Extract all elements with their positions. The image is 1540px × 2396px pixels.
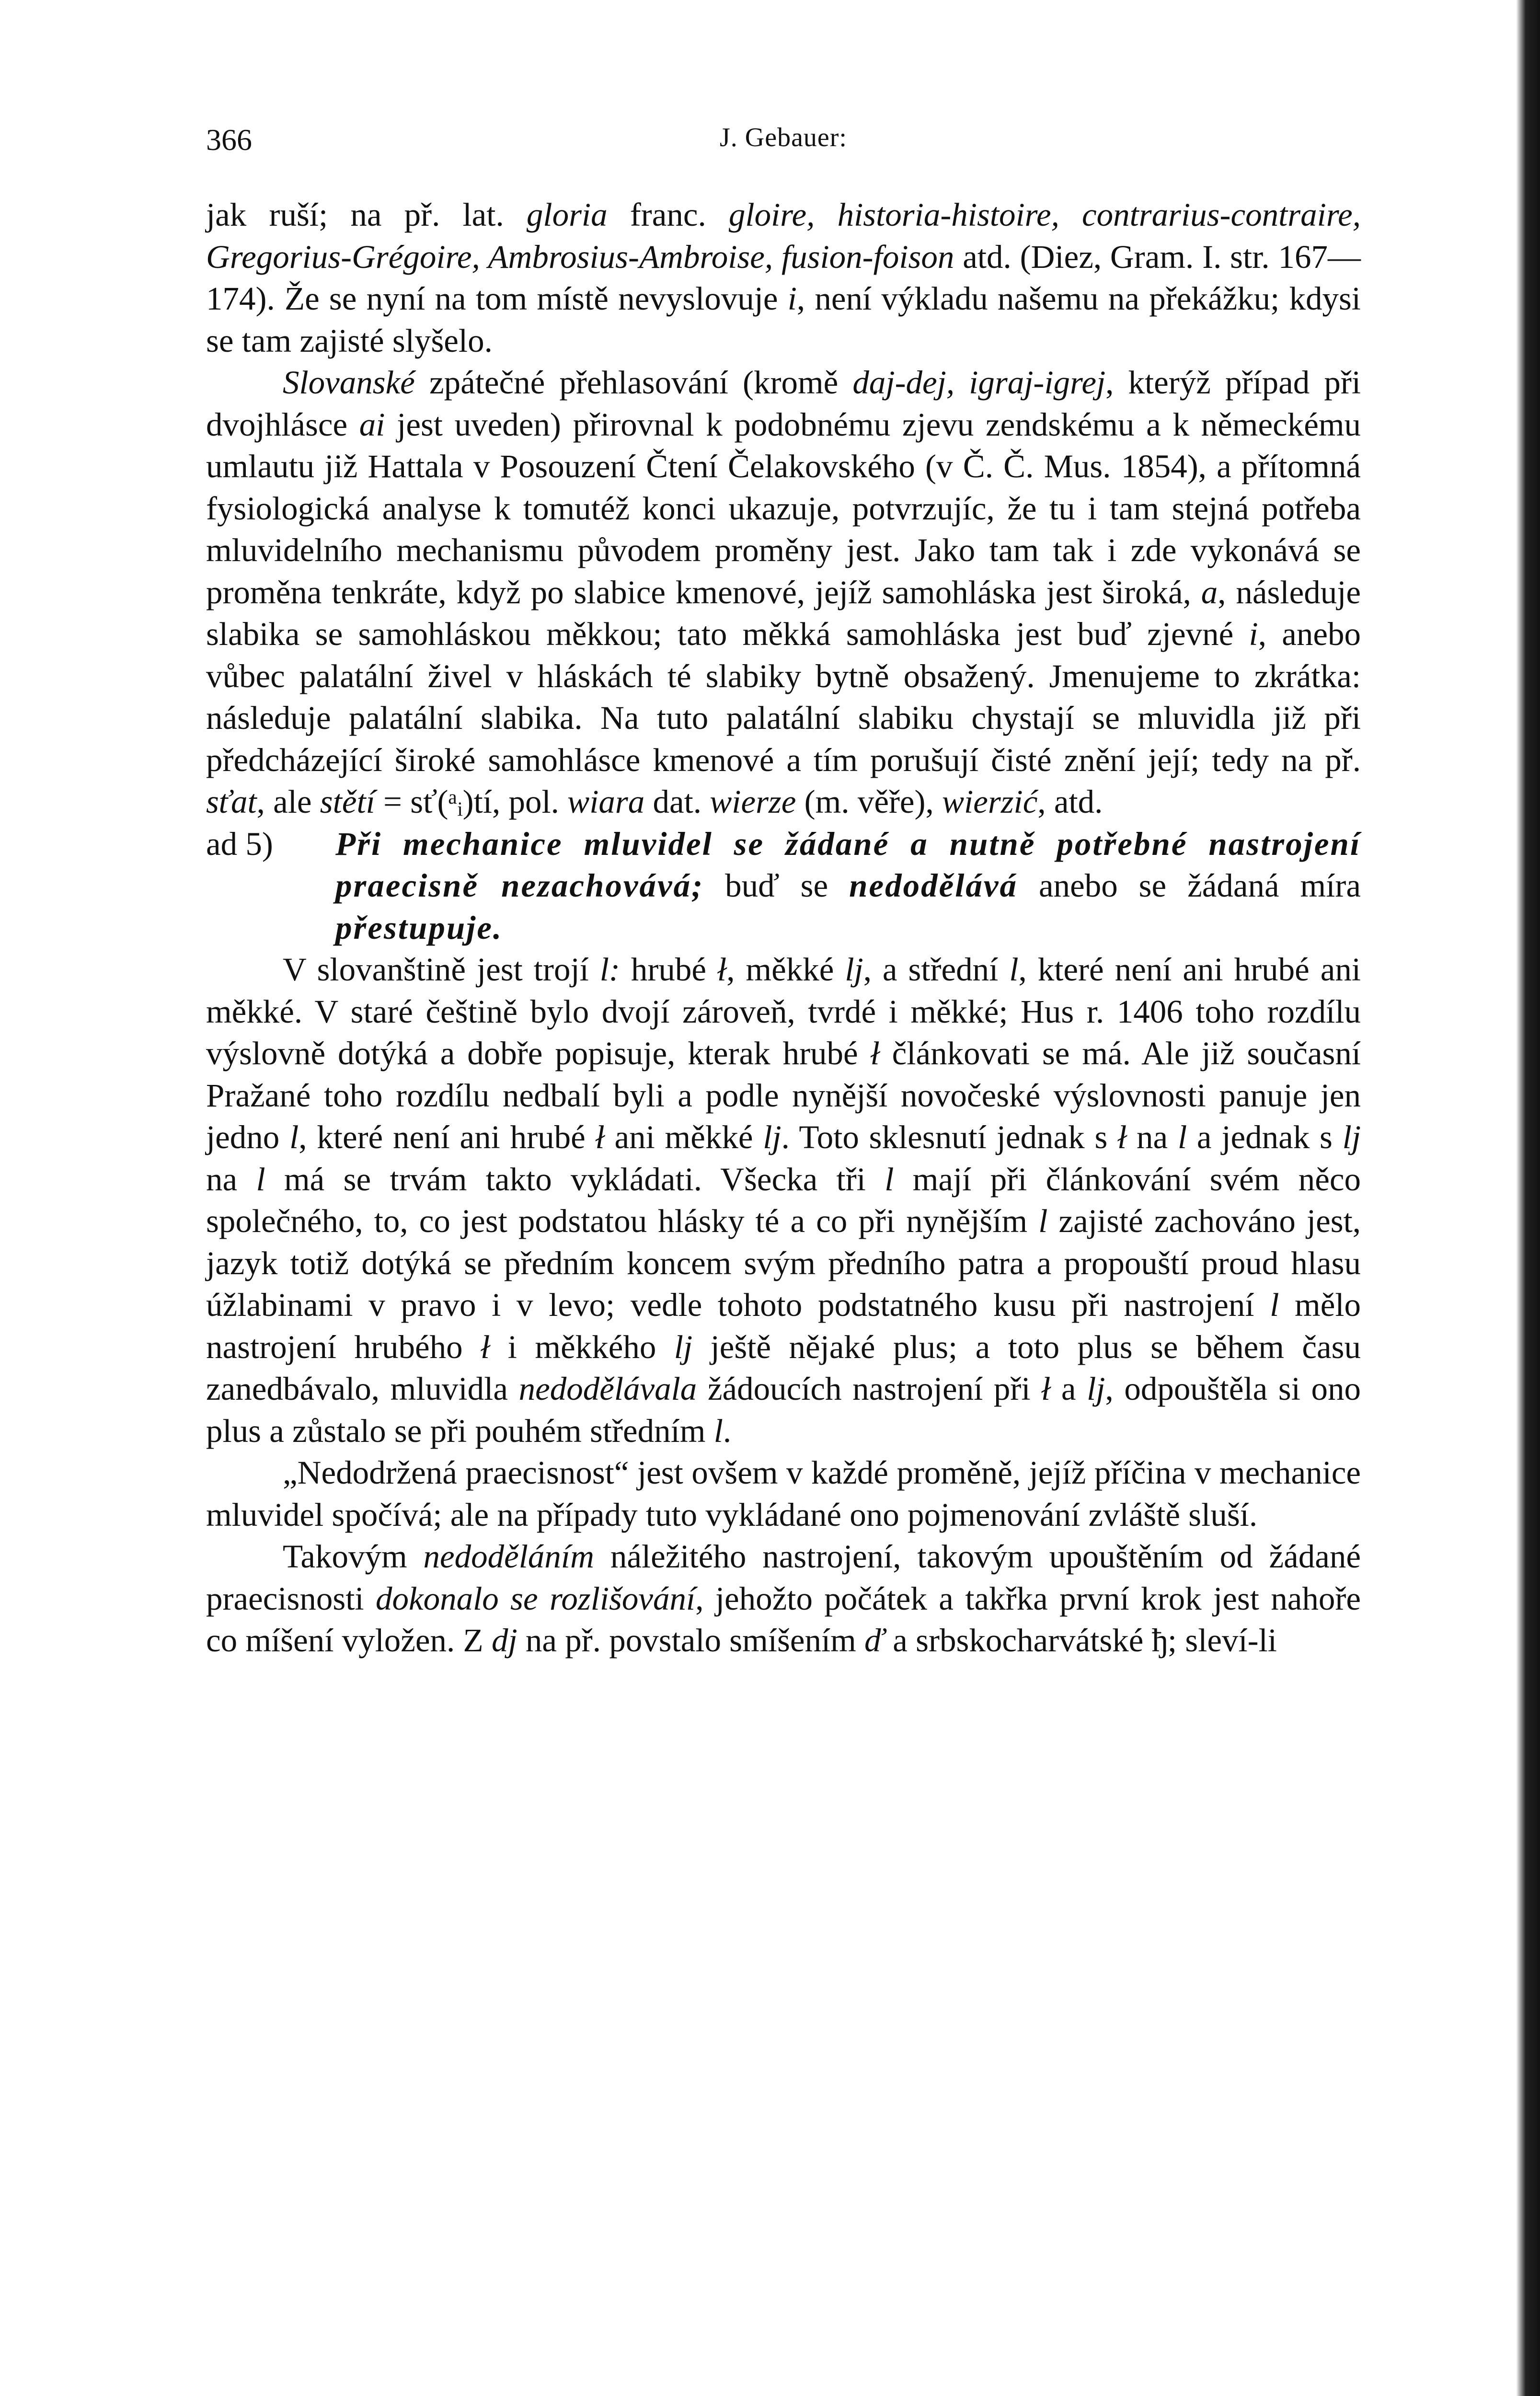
text-run: (m. věře), [796,783,942,820]
page-number: 366 [206,123,252,157]
text-run: zpátečné přehlasování (kromě [414,364,853,401]
italic-run: i [787,280,797,317]
text-run: = sť(ᵃᵢ)tí, pol. [375,783,568,820]
text-run: mají při článkování svém něco společného, to, co jest podstatou hlásky té a co při nynějším [206,1161,1361,1239]
book-page [206,113,1361,1662]
italic-run: l [1270,1287,1279,1323]
italic-run: nedoděláním [423,1538,594,1575]
text-run: na př. povstalo smíšením [517,1622,865,1659]
text-run: dat. [644,783,710,820]
text-run: , atd. [1037,783,1103,820]
text-run: a srbskocharvátské [885,1622,1152,1659]
italic-run: ł [481,1328,490,1365]
italic-run: l [289,1119,299,1155]
text-run: ; sleví-li [1167,1622,1277,1659]
italic-run: dokonalo se rozlišování [375,1580,696,1617]
bold-italic-run: Při mechanice mluvidel se žádané a nutně potřebné nastrojení praecisně nezachovává; [335,825,1361,904]
italic-run: l [1009,951,1019,988]
text-run: franc. [607,196,729,233]
italic-run: wiara [567,783,645,820]
text-run: , odpouštěla si ono plus a zůstalo se při pouhém středním [206,1371,1361,1449]
italic-run: wierze [710,783,796,820]
paragraph-2 [206,362,1361,823]
italic-run: ď [864,1622,885,1659]
italic-run: i [1249,616,1258,652]
text-run: . Toto sklesnutí jednak s [781,1119,1118,1155]
italic-run: gloria [526,196,608,233]
paragraph-3 [206,949,1361,1452]
paragraph-4: „Nedodržená praecisnost“ jest ovšem v každé proměně, jejíž příčina v mechanice mluvidel spočívá; ale na případy tuto vykládané ono pojmenování zvláště sluší. [206,1454,1361,1533]
italic-run: lj [1342,1119,1361,1155]
italic-run: daj-dej, igraj-igrej [852,364,1106,401]
text-run: ještě nějaké plus; a toto plus se během času zanedbávalo, mluvidla [206,1328,1361,1407]
italic-run: ł [595,1119,605,1155]
italic-run: l [256,1161,265,1198]
text-run: zajisté zachováno jest, jazyk totiž dotýká se předním koncem svým předního patra a propouští proud hlasu úžlabinami v pravo i v levo; vedle tohoto podstatného kusu při nastrojení [206,1203,1361,1323]
text-run: hrubé [620,951,718,988]
italic-run: ai [359,406,385,443]
italic-run: a [1201,574,1218,611]
italic-run: l [713,1412,723,1449]
text-run: , které není ani hrubé [299,1119,596,1155]
italic-run: nedodělávala [518,1371,697,1407]
text-run: mělo nastrojení hrubého [206,1287,1361,1365]
text-run: , které není ani hrubé ani měkké. V staré češtině bylo dvojí zároveň, tvrdé i měkké; Hus r. 1406 toho rozdílu výslovně dotýká a dobře popisuje, kterak hrubé [206,951,1361,1071]
italic-run: ł [870,1035,880,1071]
italic-run: l: [599,951,620,988]
text-run: žádoucích nastrojení při [697,1371,1042,1407]
italic-run: lj [1087,1371,1105,1407]
italic-run: ł [717,951,727,988]
italic-run: l [1038,1203,1048,1239]
italic-run: wierzić [942,783,1038,820]
paragraph-1 [206,194,1361,362]
italic-run: lj [674,1328,693,1365]
text-run: , měkké [726,951,845,988]
text-run: jest uveden) přirovnal k podobnému zjevu zendskému a k německému umlautu již Hattala v Posouzení Čtení Čelakovského (v Č. Č. Mus. 1854), a přítomná fysiologická analyse k tomutéž konci ukazuje, potvrzujíc, že tu i tam stejná potřeba mluvidelního mechanismu původem proměny jest. Jako tam tak i zde vykonává se proměna tenkráte, když po slabice kmenové, jejíž samohláska jest široká, [206,406,1361,611]
text-run: , následuje slabika se samohláskou měkkou; tato měkká samohláska jest buď zjevné [206,574,1361,652]
text-run: i měkkého [490,1328,674,1365]
italic-run: gloire, historia-histoire, contrarius-contraire, Gregorius-Grégoire, Ambrosius-Ambroise, fusion-foison [206,196,1361,275]
italic-run: lj [845,951,863,988]
italic-run: l [1177,1119,1187,1155]
text-run: , anebo vůbec palatální živel v hláskách té slabiky bytně obsažený. Jmenujeme to zkrátka: následuje palatální slabika. Na tuto palatální slabiku chystají se mluvidla již při předcházející široké samohlásce kmenové a tím porušují čisté znění její; tedy na př. [206,616,1361,778]
text-run: anebo se žádaná míra [1018,867,1361,904]
text-run: má se trvám takto vykládati. Všecka tři [265,1161,885,1198]
text-run: , není výkladu našemu na překážku; kdysi se tam zajisté slyšelo. [206,280,1361,359]
text-run: na [1126,1119,1178,1155]
italic-run: sťat [206,783,257,820]
section-ad-5 [206,823,1361,949]
italic-run: lj [763,1119,781,1155]
italic-run: ł [1117,1119,1127,1155]
paragraph-5 [206,1536,1361,1662]
text-run: a jednak s [1187,1119,1343,1155]
body-text [206,194,1361,1662]
section-label: ad 5) [206,825,273,862]
text-run: , kterýž případ při dvojhlásce [206,364,1361,443]
bold-italic-run: přestupuje. [335,909,503,946]
page-header [206,113,1361,165]
text-run: jak ruší; na př. lat. [206,196,527,233]
text-run: a [1050,1371,1087,1407]
text-run: na [206,1161,256,1198]
text-run: V slovanštině jest trojí [283,951,600,988]
text-run: . [723,1412,732,1449]
text-run: náležitého nastrojení, takovým upouštěním od žádané praecisnosti [206,1538,1361,1617]
text-run: ani měkké [604,1119,763,1155]
italic-run: stětí [320,783,375,820]
text-run: atd. (Diez, Gram. I. str. 167—174). Že se nyní na tom místě nevyslovuje [206,238,1361,317]
bold-italic-run: nedodělává [849,867,1018,904]
text-run: Takovým [283,1538,424,1575]
text-run: článkovati se má. Ale již současní Pražané toho rozdílu nedbalí byli a podle nynější novočeské výslovnosti panuje jen jedno [206,1035,1361,1155]
italic-run: dj [491,1622,517,1659]
italic-run: ł [1041,1371,1051,1407]
text-run: buď se [704,867,850,904]
text-run: , a střední [863,951,1010,988]
text-run: ђ [1151,1622,1168,1659]
text-run: , ale [256,783,320,820]
italic-run: Slovanské [283,364,415,401]
page-edge-shadow [1516,0,1540,2396]
text-run: , jehožto počátek a takřka první krok jest nahoře co míšení vyložen. Z [206,1580,1361,1659]
italic-run: l [885,1161,894,1198]
running-title: J. Gebauer: [719,123,847,152]
